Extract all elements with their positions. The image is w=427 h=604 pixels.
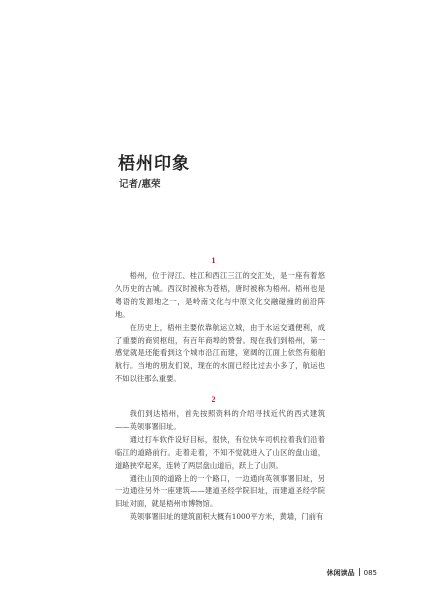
- paragraph: 通过打车软件设好目标，很快，有位快车司机拉着我们沿着临江的道路前行。走着走着，不知不觉就进入了山区的盘山道，道路狭窄起来，连转了两层盘山道后，跃上了山顶。: [115, 434, 325, 470]
- page-number: 085: [363, 569, 377, 577]
- section-body: [115, 270, 325, 386]
- section-body: [115, 408, 325, 524]
- paragraph: 我们到达梧州，首先按照资料的介绍寻找近代的西式建筑——英领事署旧址。: [115, 409, 325, 431]
- section-number: 1: [211, 256, 216, 265]
- section-number: 2: [211, 395, 216, 404]
- paragraph: 梧州，位于浔江、桂江和西江三江的交汇处，是一座有着悠久历史的古城。西汉时被称为苍梧，唐时被称为梧州。梧州也是粤语的发源地之一，是岭南文化与中原文化交融碰撞的前沿阵地。: [115, 271, 325, 319]
- article-title: 梧州印象: [118, 154, 190, 174]
- paragraph: 英领事署旧址的建筑面积大概有1000平方米，黄墙，门前有: [129, 512, 324, 522]
- footer-column-name: 休闲读品: [326, 569, 355, 577]
- article-byline: 记者/惠荣: [119, 179, 161, 190]
- page-footer: [327, 568, 377, 578]
- paragraph: 通往山顶的道路上的一个路口，一边通向英领事署旧址，另一边通往另外一座建筑——建道圣经学院旧址，而建道圣经学院旧址对面，就是梧州市博物馆。: [115, 473, 325, 509]
- footer-divider: [359, 568, 360, 576]
- paragraph: 在历史上，梧州主要依靠航运立城，由于水运交通便利，成了重要的商贸枢纽，有百年商埠的赞誉。现在我们到梧州，第一感觉就是还能看到这个城市沿江而建，宽阔的江面上依然有船舶航行。当地的朋友们说，现在的水面已经比过去小多了，航运也不如以往那么重要。: [115, 322, 325, 384]
